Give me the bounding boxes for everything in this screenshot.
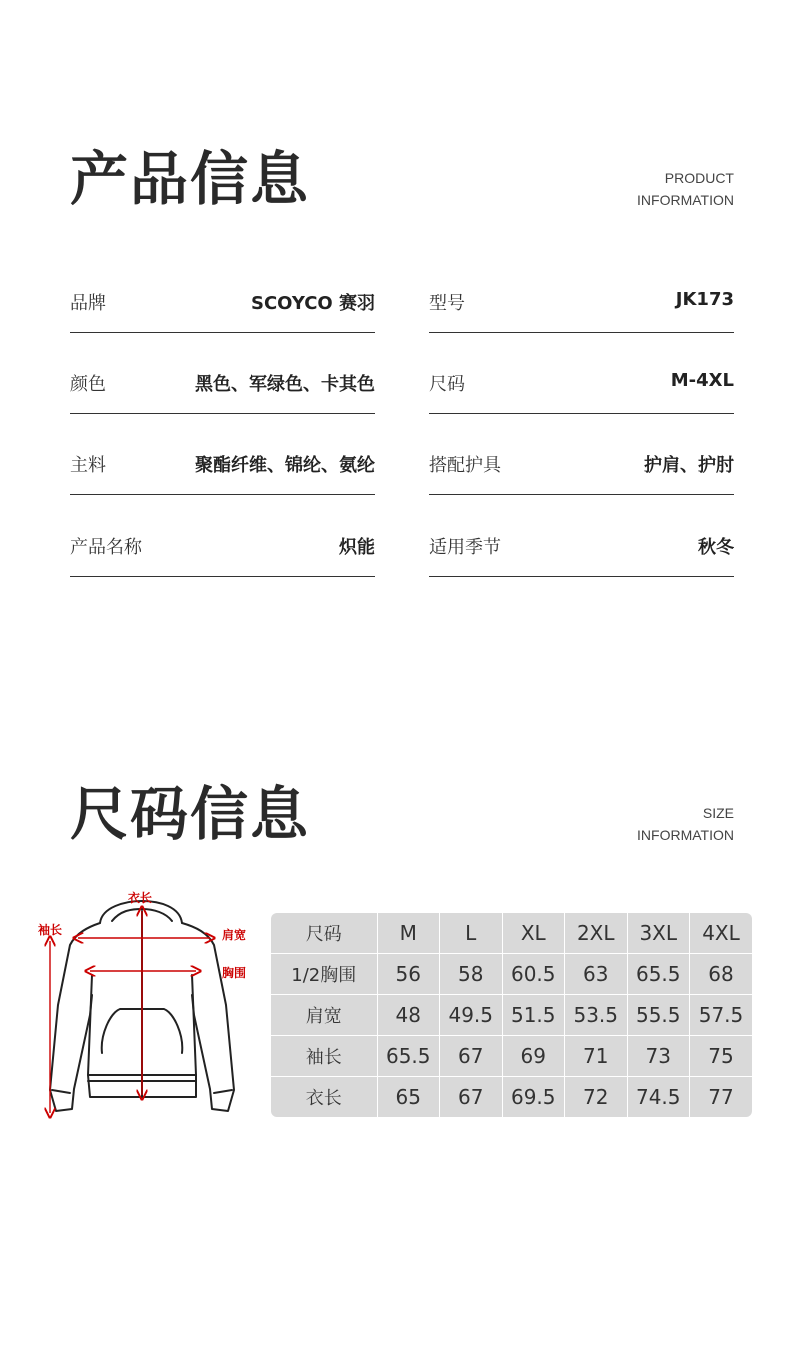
table-row (271, 1076, 752, 1117)
table-cell: 51.5 (502, 995, 565, 1036)
table-cell: 55.5 (627, 995, 690, 1036)
table-cell: 58 (440, 954, 503, 995)
info-value: 黑色、军绿色、卡其色 (195, 374, 375, 395)
info-label: 尺码 (429, 374, 465, 395)
diagram-label-chest: 胸围 (222, 966, 247, 980)
table-cell: 77 (690, 1076, 753, 1117)
table-cell: M (377, 913, 440, 954)
table-cell: 74.5 (627, 1076, 690, 1117)
table-cell: 73 (627, 1035, 690, 1076)
table-cell: 2XL (565, 913, 628, 954)
info-label: 适用季节 (429, 537, 501, 558)
info-product-name (70, 531, 375, 577)
table-cell: 4XL (690, 913, 753, 954)
table-cell: 65.5 (377, 1035, 440, 1076)
info-brand (70, 287, 375, 333)
diagram-label-sleeve: 袖长 (38, 923, 63, 937)
table-cell: 57.5 (690, 995, 753, 1036)
table-cell: 67 (440, 1035, 503, 1076)
table-cell: 65.5 (627, 954, 690, 995)
table-cell: XL (502, 913, 565, 954)
info-label: 主料 (70, 455, 106, 476)
info-value: SCOYCO 赛羽 (250, 293, 375, 314)
table-cell: 53.5 (565, 995, 628, 1036)
table-cell: 3XL (627, 913, 690, 954)
info-model (429, 287, 734, 333)
info-value: JK173 (675, 289, 734, 310)
info-value: 护肩、护肘 (644, 455, 734, 476)
table-cell: L (440, 913, 503, 954)
table-row (271, 954, 752, 995)
table-header-row (271, 913, 752, 954)
product-info-title: 产品信息 (70, 145, 311, 213)
info-value: 秋冬 (698, 537, 734, 558)
info-material (70, 449, 375, 495)
table-cell: 68 (690, 954, 753, 995)
table-row (271, 1035, 752, 1076)
info-label: 型号 (429, 293, 465, 314)
table-cell: 48 (377, 995, 440, 1036)
table-cell: 63 (565, 954, 628, 995)
product-subtitle-line1: PRODUCT (664, 170, 734, 186)
info-label: 搭配护具 (429, 455, 501, 476)
table-cell: 67 (440, 1076, 503, 1117)
info-label: 产品名称 (70, 537, 142, 558)
product-info-subtitle (534, 167, 734, 211)
info-value: 聚酯纤维、锦纶、氨纶 (195, 455, 375, 476)
diagram-label-shoulder: 肩宽 (222, 928, 247, 942)
info-value: M-4XL (670, 370, 734, 391)
table-cell: 69 (502, 1035, 565, 1076)
table-cell: 尺码 (271, 913, 377, 954)
product-subtitle-line2: INFORMATION (637, 192, 734, 208)
table-cell: 72 (565, 1076, 628, 1117)
info-value: 炽能 (339, 537, 375, 558)
size-subtitle-line1: SIZE (702, 805, 734, 821)
table-cell: 71 (565, 1035, 628, 1076)
table-cell: 75 (690, 1035, 753, 1076)
size-subtitle-line2: INFORMATION (637, 827, 734, 843)
info-color (70, 368, 375, 414)
info-size (429, 368, 734, 414)
size-table (271, 913, 752, 1117)
table-cell: 69.5 (502, 1076, 565, 1117)
size-info-subtitle (534, 802, 734, 846)
table-cell: 56 (377, 954, 440, 995)
info-season (429, 531, 734, 577)
table-cell: 65 (377, 1076, 440, 1117)
size-info-title: 尺码信息 (70, 780, 311, 848)
hoodie-outline-icon (30, 885, 260, 1125)
hoodie-diagram (30, 885, 260, 1125)
info-label: 品牌 (70, 293, 106, 314)
diagram-label-length: 衣长 (128, 891, 153, 905)
table-cell: 60.5 (502, 954, 565, 995)
table-cell: 衣长 (271, 1076, 377, 1117)
info-protectors (429, 449, 734, 495)
table-cell: 49.5 (440, 995, 503, 1036)
table-row (271, 995, 752, 1036)
table-cell: 袖长 (271, 1035, 377, 1076)
table-cell: 肩宽 (271, 995, 377, 1036)
info-label: 颜色 (70, 374, 106, 395)
table-cell: 1/2胸围 (271, 954, 377, 995)
